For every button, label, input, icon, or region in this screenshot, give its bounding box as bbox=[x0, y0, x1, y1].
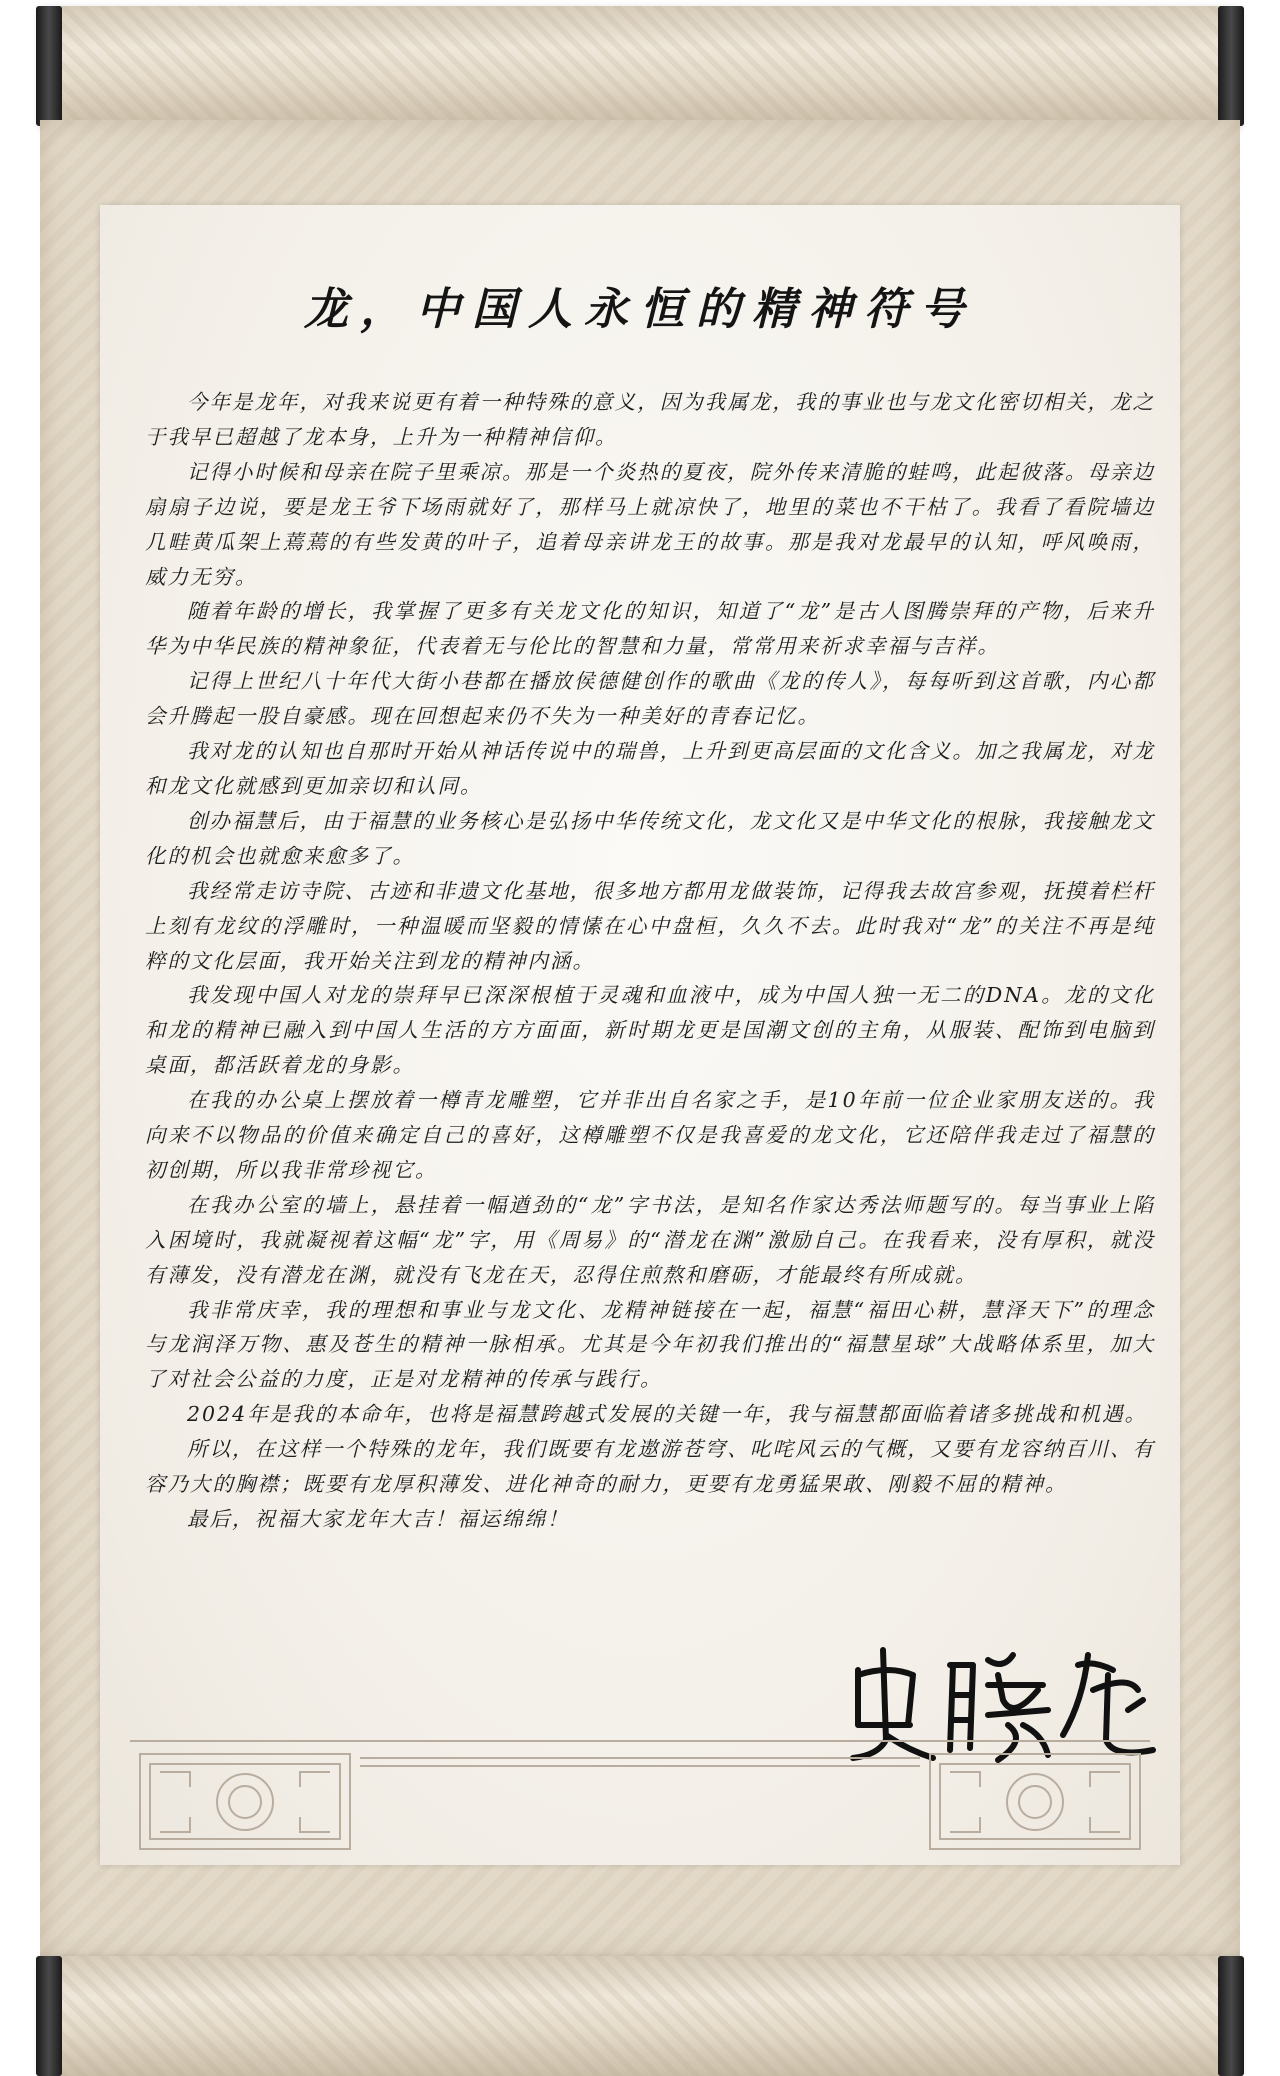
paragraph: 我发现中国人对龙的崇拜早已深深根植于灵魂和血液中，成为中国人独一无二的DNA。龙的文化和龙的精神已融入到中国人生活的方方面面，新时期龙更是国潮文创的主角，从服装、配饰到电脑到桌面，都活跃着龙的身影。 bbox=[145, 983, 1155, 1078]
paragraph: 记得上世纪八十年代大街小巷都在播放侯德健创作的歌曲《龙的传人》，每每听到这首歌，内心都会升腾起一股自豪感。现在回想起来仍不失为一种美好的青春记忆。 bbox=[145, 669, 1155, 729]
paragraph: 2024年是我的本命年，也将是福慧跨越式发展的关键一年，我与福慧都面临着诸多挑战和机遇。 bbox=[187, 1402, 1148, 1427]
paragraph: 所以，在这样一个特殊的龙年，我们既要有龙遨游苍穹、叱咤风云的气概，又要有龙容纳百川、有容乃大的胸襟；既要有龙厚积薄发、进化神奇的耐力，更要有龙勇猛果敢、刚毅不屈的精神。 bbox=[145, 1437, 1155, 1497]
scroll-rod-cap-left bbox=[36, 6, 62, 126]
scroll-top-rod bbox=[40, 6, 1240, 126]
paragraph: 我非常庆幸，我的理想和事业与龙文化、龙精神链接在一起，福慧“福田心耕，慧泽天下”的理念与龙润泽万物、惠及苍生的精神一脉相承。尤其是今年初我们推出的“福慧星球”大战略体系里，加大了对社会公益的力度，正是对龙精神的传承与践行。 bbox=[145, 1297, 1155, 1392]
paragraph: 在我的办公桌上摆放着一樽青龙雕塑，它并非出自名家之手，是10年前一位企业家朋友送的。我向来不以物品的价值来确定自己的喜好，这樽雕塑不仅是我喜爱的龙文化，它还陪伴我走过了福慧的初创期，所以我非常珍视它。 bbox=[145, 1088, 1155, 1182]
paragraph: 在我办公室的墙上，悬挂着一幅遒劲的“龙”字书法，是知名作家达秀法师题写的。每当事业上陷入困境时，我就凝视着这幅“龙”字，用《周易》的“潜龙在渊”激励自己。在我看来，没有厚积，就没有薄发，没有潜龙在渊，就没有飞龙在天，忍得住煎熬和磨砺，才能最终有所成就。 bbox=[145, 1192, 1155, 1287]
scroll-bottom-rod bbox=[40, 1956, 1240, 2076]
paragraph: 随着年龄的增长，我掌握了更多有关龙文化的知识，知道了“龙”是古人图腾崇拜的产物，后来升华为中华民族的精神象征，代表着无与伦比的智慧和力量，常常用来祈求幸福与吉祥。 bbox=[145, 599, 1155, 659]
scroll-rod-cap-left bbox=[36, 1956, 62, 2076]
paragraph: 我对龙的认知也自那时开始从神话传说中的瑞兽，上升到更高层面的文化含义。加之我属龙，对龙和龙文化就感到更加亲切和认同。 bbox=[145, 739, 1155, 798]
decorative-border bbox=[130, 1740, 1150, 1857]
scroll-rod-cap-right bbox=[1218, 1956, 1244, 2076]
letter-title: 龙，中国人永恒的精神符号 bbox=[304, 284, 976, 335]
paragraph: 记得小时候和母亲在院子里乘凉。那是一个炎热的夏夜，院外传来清脆的蛙鸣，此起彼落。母亲边扇扇子边说，要是龙王爷下场雨就好了，那样马上就凉快了，地里的菜也不干枯了。我看了看院墙边几畦黄瓜架上蔫蔫的有些发黄的叶子，追着母亲讲龙王的故事。那是我对龙最早的认知，呼风唤雨，威力无穷。 bbox=[145, 459, 1155, 589]
paragraph: 我经常走访寺院、古迹和非遗文化基地，很多地方都用龙做装饰，记得我去故宫参观，抚摸着栏杆上刻有龙纹的浮雕时，一种温暖而坚毅的情愫在心中盘桓，久久不去。此时我对“龙”的关注不再是纯粹的文化层面，我开始关注到龙的精神内涵。 bbox=[145, 878, 1155, 973]
paragraph: 最后，祝福大家龙年大吉！福运绵绵！ bbox=[187, 1507, 570, 1531]
paragraph: 今年是龙年，对我来说更有着一种特殊的意义，因为我属龙，我的事业也与龙文化密切相关，龙之于我早已超越了龙本身，上升为一种精神信仰。 bbox=[145, 390, 1155, 449]
paragraph: 创办福慧后，由于福慧的业务核心是弘扬中华传统文化，龙文化又是中华文化的根脉，我接触龙文化的机会也就愈来愈多了。 bbox=[145, 808, 1155, 868]
letter-body bbox=[145, 385, 1155, 1537]
scroll-rod-cap-right bbox=[1218, 6, 1244, 126]
letter-paper bbox=[100, 205, 1180, 1865]
